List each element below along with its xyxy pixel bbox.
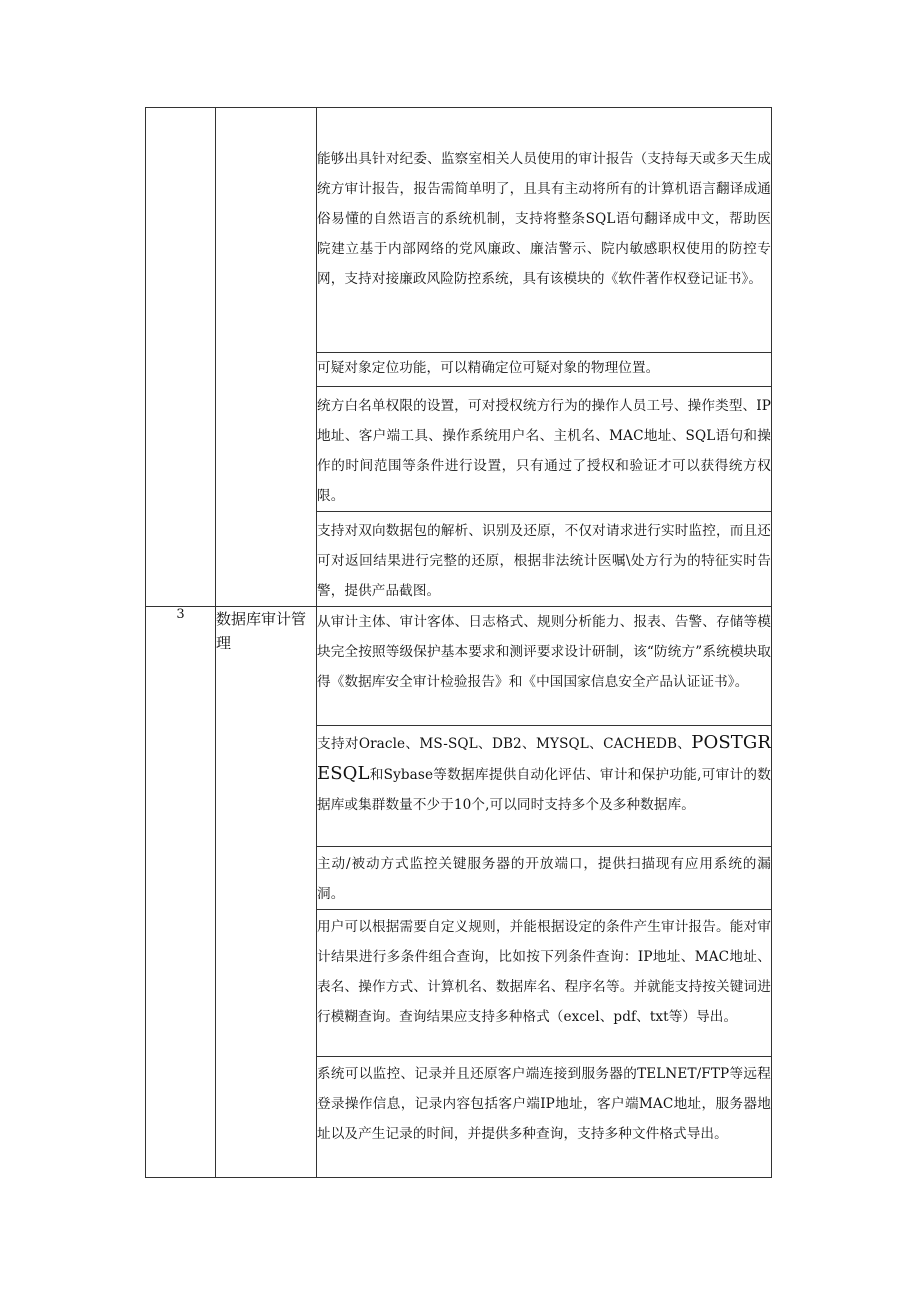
- table-row: [146, 108, 772, 353]
- requirement-cell: [317, 847, 772, 910]
- requirement-text: 可疑对象定位功能，可以精确定位可疑对象的物理位置。: [317, 360, 660, 376]
- requirement-cell: [317, 387, 772, 512]
- item-number-cell: [146, 108, 216, 607]
- requirement-text: 支持对双向数据包的解析、识别及还原，不仅对请求进行实时监控，而且还可对返回结果进行完整的还原，根据非法统计医嘱\处方行为的特征实时告警，提供产品截图。: [317, 523, 771, 599]
- requirement-text: 统方白名单权限的设置，可对授权统方行为的操作人员工号、操作类型、IP地址、客户端工具、操作系统用户名、主机名、MAC地址、SQL语句和操作的时间范围等条件进行设置，只有通过了授权和验证才可以获得统方权限。: [317, 398, 771, 504]
- requirement-cell: [317, 353, 772, 387]
- requirement-cell: [317, 910, 772, 1057]
- requirement-text: 能够出具针对纪委、监察室相关人员使用的审计报告（支持每天或多天生成统方审计报告，报告需简单明了，且具有主动将所有的计算机语言翻译成通俗易懂的自然语言的系统机制，支持将整条SQL语句翻译成中文，帮助医院建立基于内部网络的党风廉政、廉洁警示、院内敏感职权使用的防控专网，支持对接廉政风险防控系统，具有该模块的《软件著作权登记证书》。: [317, 151, 771, 287]
- requirement-text: 主动/被动方式监控关键服务器的开放端口，提供扫描现有应用系统的漏洞。: [317, 856, 771, 902]
- postgresql-label: POSTGRESQL: [317, 732, 771, 784]
- requirement-cell: [317, 1057, 772, 1178]
- requirements-table: [145, 107, 772, 1178]
- item-name-cell: [216, 607, 317, 1178]
- requirement-text: 系统可以监控、记录并且还原客户端连接到服务器的TELNET/FTP等远程登录操作信息，记录内容包括客户端IP地址，客户端MAC地址，服务器地址以及产生记录的时间，并提供多种查询，支持多种文件格式导出。: [317, 1066, 771, 1142]
- item-name-text: 数据库审计管理: [216, 610, 307, 652]
- requirement-cell: [317, 512, 772, 607]
- item-number-cell: 3: [146, 607, 216, 1178]
- requirement-cell: [317, 607, 772, 726]
- requirement-cell: [317, 108, 772, 353]
- requirement-text: 用户可以根据需要自定义规则，并能根据设定的条件产生审计报告。能对审计结果进行多条件组合查询，比如按下列条件查询：IP地址、MAC地址、表名、操作方式、计算机名、数据库名、程序名等。并就能支持按关键词进行模糊查询。查询结果应支持多种格式（excel、pdf、txt等）导出。: [317, 919, 771, 1025]
- item-name-cell: [216, 108, 317, 607]
- requirement-cell: [317, 726, 772, 847]
- table-row: [146, 607, 772, 726]
- requirement-text: 支持对Oracle、MS-SQL、DB2、MYSQL、CACHEDB、POSTGRESQL和Sybase等数据库提供自动化评估、审计和保护功能,可审计的数据库或集群数量不少于10个,可以同时支持多个及多种数据库。: [317, 732, 771, 813]
- requirement-text: 从审计主体、审计客体、日志格式、规则分析能力、报表、告警、存储等模块完全按照等级保护基本要求和测评要求设计研制，该“防统方”系统模块取得《数据库安全审计检验报告》和《中国国家信息安全产品认证证书》。: [317, 614, 771, 690]
